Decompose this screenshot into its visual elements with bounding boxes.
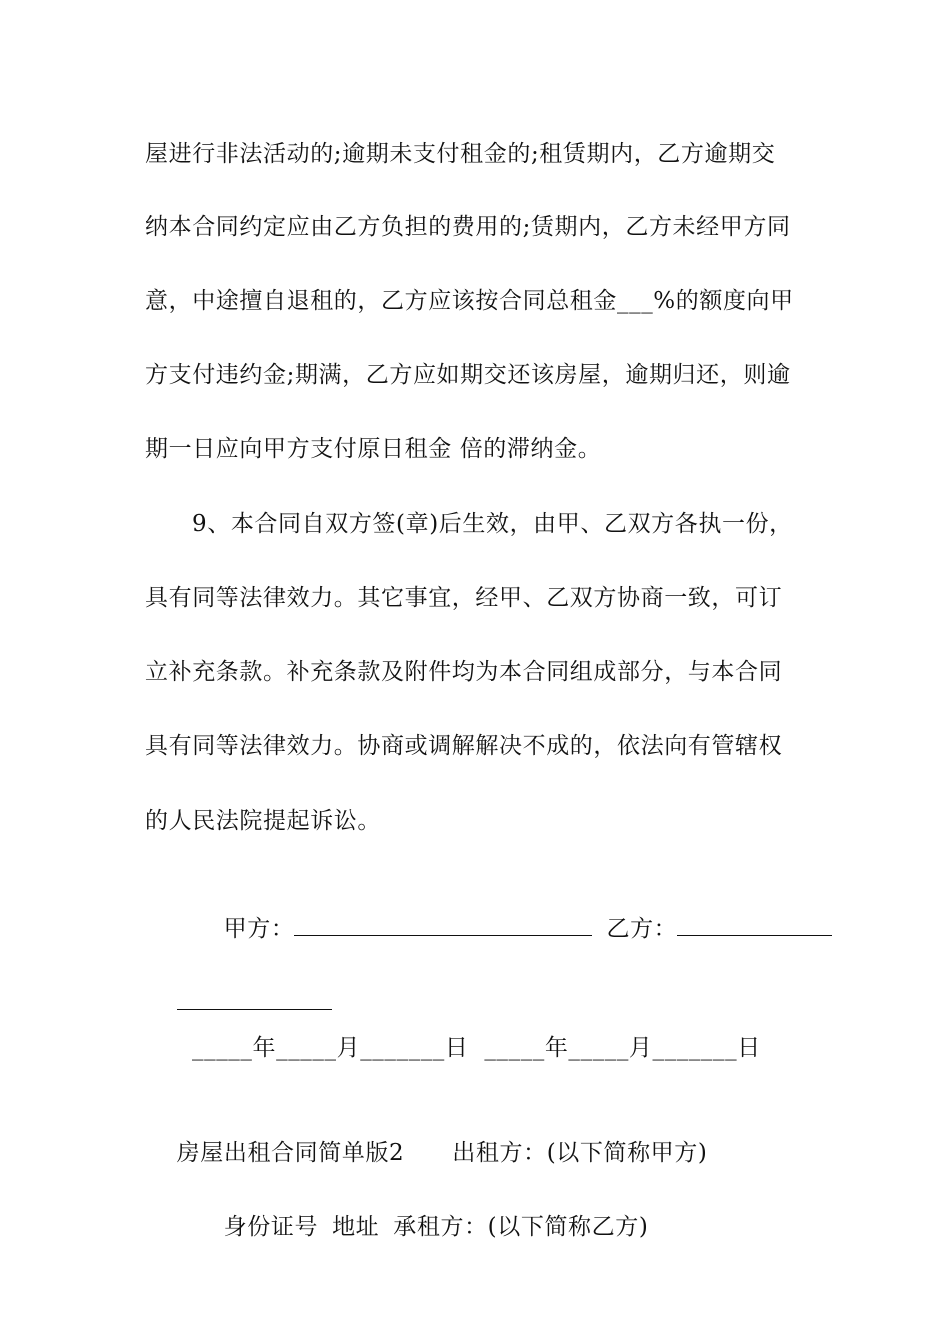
paragraph-line: 方支付违约金;期满，乙方应如期交还该房屋，逾期归还，则逾 [145,362,791,388]
lessor-label: 出租方：(以下简称甲方) [452,1140,708,1166]
party-b-signature-blank [677,913,832,936]
signature-line-continued [145,957,332,987]
paragraph-line: 具有同等法律效力。其它事宜，经甲、乙双方协商一致，可订 [145,585,783,611]
paragraph-line: 意，中途擅自退租的，乙方应该按合同总租金___%的额度向甲 [145,288,794,314]
address-label: 地址 [332,1214,380,1240]
party-b-signature-blank-continued [177,987,332,1010]
second-contract-title: 房屋出租合同简单版2 [176,1140,405,1166]
party-b-label: 乙方： [606,916,678,942]
second-contract-header [145,1108,708,1166]
lessee-label: 承租方：(以下简称乙方) [393,1214,649,1240]
paragraph-line: 期一日应向甲方支付原日租金 倍的滞纳金。 [145,436,602,462]
paragraph-line: 屋进行非法活动的;逾期未支付租金的;租赁期内，乙方逾期交 [145,141,776,167]
paragraph-line: 纳本合同约定应由乙方负担的费用的;赁期内，乙方未经甲方同 [145,214,791,240]
tenant-info-line [192,1182,649,1240]
id-number-label: 身份证号 [223,1214,319,1240]
paragraph-line: 立补充条款。补充条款及附件均为本合同组成部分，与本合同 [145,659,783,685]
signature-line [192,883,832,942]
paragraph-line: 具有同等法律效力。协商或调解解决不成的，依法向有管辖权 [145,733,783,759]
clause-9-first-line: 9、本合同自双方签(章)后生效，由甲、乙双方各执一份， [192,511,793,537]
date-line: _____年_____月_______日 _____年_____月_______日 [192,1035,761,1061]
party-a-signature-blank [294,913,592,936]
party-a-label: 甲方： [223,916,295,942]
paragraph-line: 的人民法院提起诉讼。 [145,808,381,834]
